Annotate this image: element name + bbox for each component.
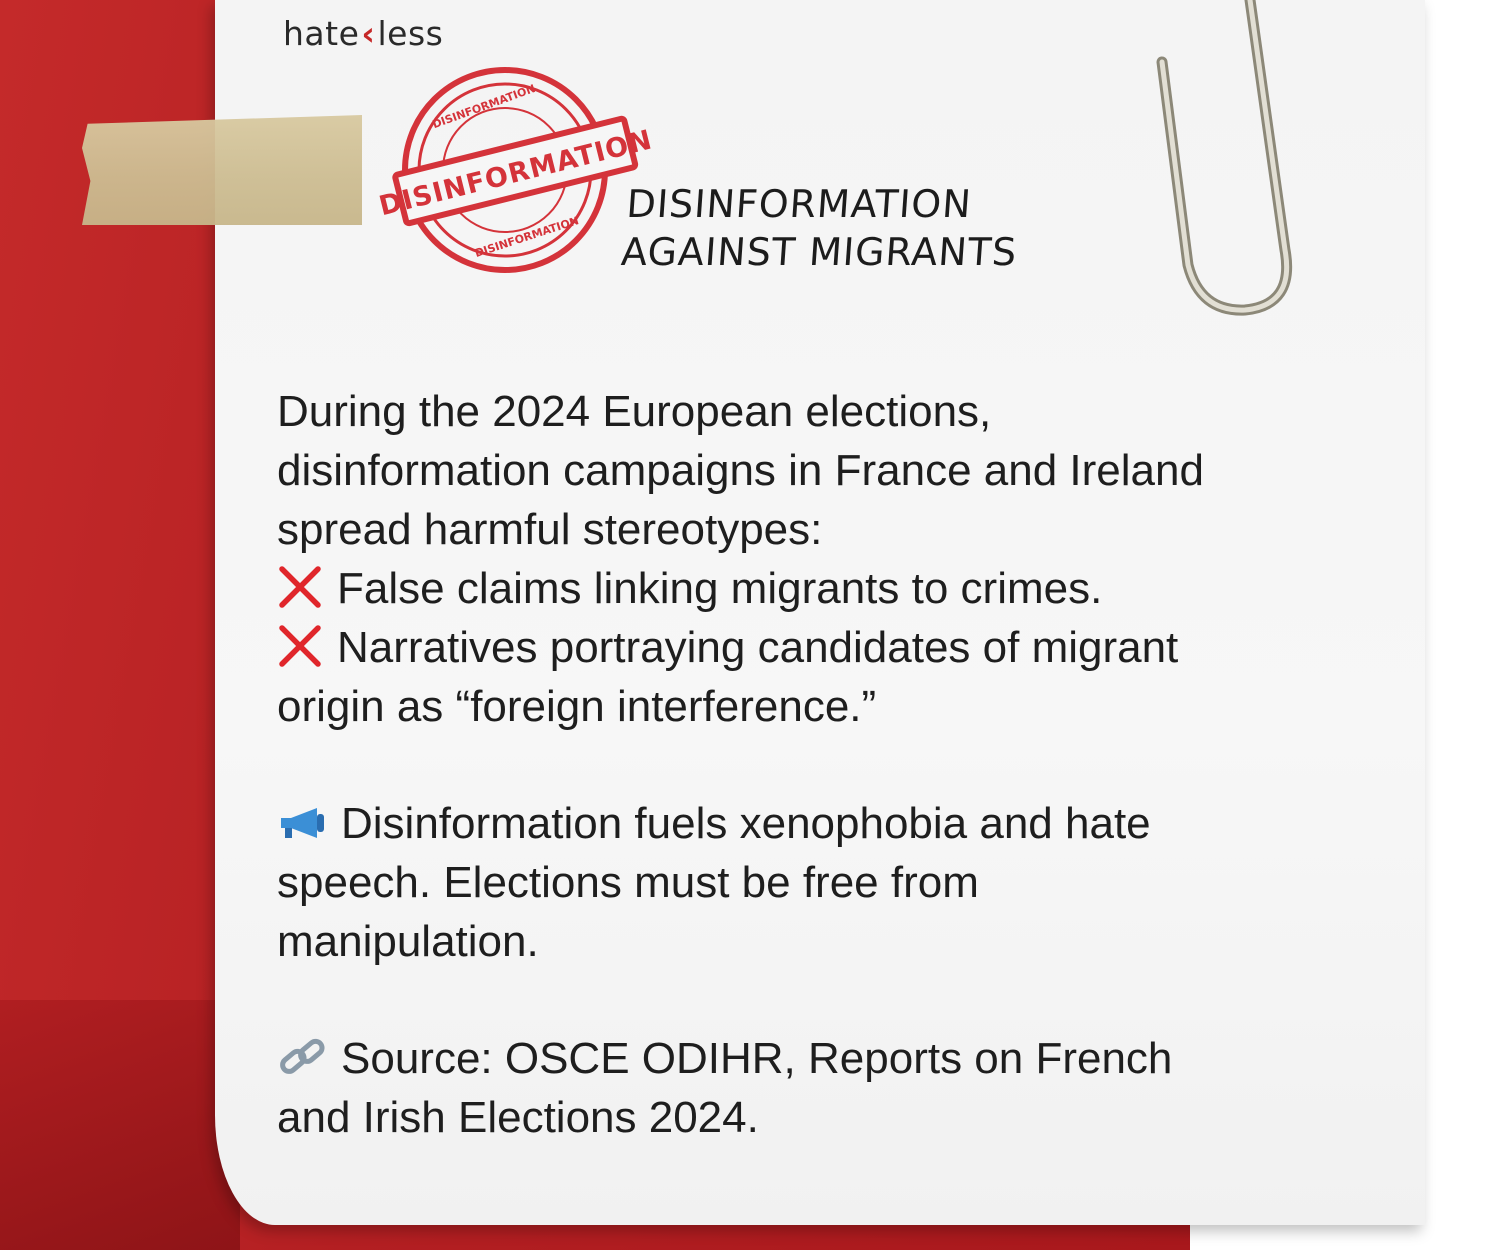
bullet-item	[277, 559, 1397, 618]
callout-paragraph	[277, 794, 1397, 971]
body-text	[277, 382, 1397, 1147]
megaphone-icon	[277, 806, 327, 840]
logo-chevron-icon: ‹	[361, 14, 376, 53]
page-title	[619, 180, 1129, 276]
intro-line-3: spread harmful stereotypes:	[277, 505, 823, 554]
hateless-logo	[283, 14, 443, 53]
bullet-2-text-line-2: origin as “foreign interference.”	[277, 682, 877, 731]
logo-text-right: less	[377, 14, 444, 53]
callout-line-2: speech. Elections must be free from	[277, 858, 979, 907]
cross-mark-icon	[277, 624, 323, 668]
title-line-1: DISINFORMATION	[625, 182, 974, 226]
link-icon	[277, 1035, 327, 1079]
source-paragraph	[277, 1029, 1397, 1147]
title-line-2: AGAINST MIGRANTS	[619, 230, 1019, 274]
callout-line-3: manipulation.	[277, 917, 539, 966]
bullet-item	[277, 618, 1397, 736]
svg-text:DISINFORMATION: DISINFORMATION	[376, 124, 656, 223]
intro-line-2: disinformation campaigns in France and Ireland	[277, 446, 1204, 495]
svg-text:DISINFORMATION: DISINFORMATION	[473, 214, 581, 261]
paperclip-icon	[1150, 0, 1300, 320]
bullet-2-text-line-1: Narratives portraying candidates of migrant	[337, 623, 1179, 672]
source-line-1: Source: OSCE ODIHR, Reports on French	[341, 1034, 1173, 1083]
bullet-1-text: False claims linking migrants to crimes.	[337, 564, 1103, 613]
source-line-2: and Irish Elections 2024.	[277, 1093, 759, 1142]
red-background-fold	[0, 1000, 240, 1250]
intro-line-1: During the 2024 European elections,	[277, 387, 992, 436]
intro-paragraph	[277, 382, 1397, 559]
cross-mark-icon	[277, 565, 323, 609]
logo-text-left: hate	[283, 14, 360, 53]
callout-line-1: Disinformation fuels xenophobia and hate	[341, 799, 1151, 848]
disinformation-stamp	[376, 60, 656, 280]
svg-text:DISINFORMATION: DISINFORMATION	[430, 81, 538, 132]
masking-tape	[82, 115, 362, 225]
